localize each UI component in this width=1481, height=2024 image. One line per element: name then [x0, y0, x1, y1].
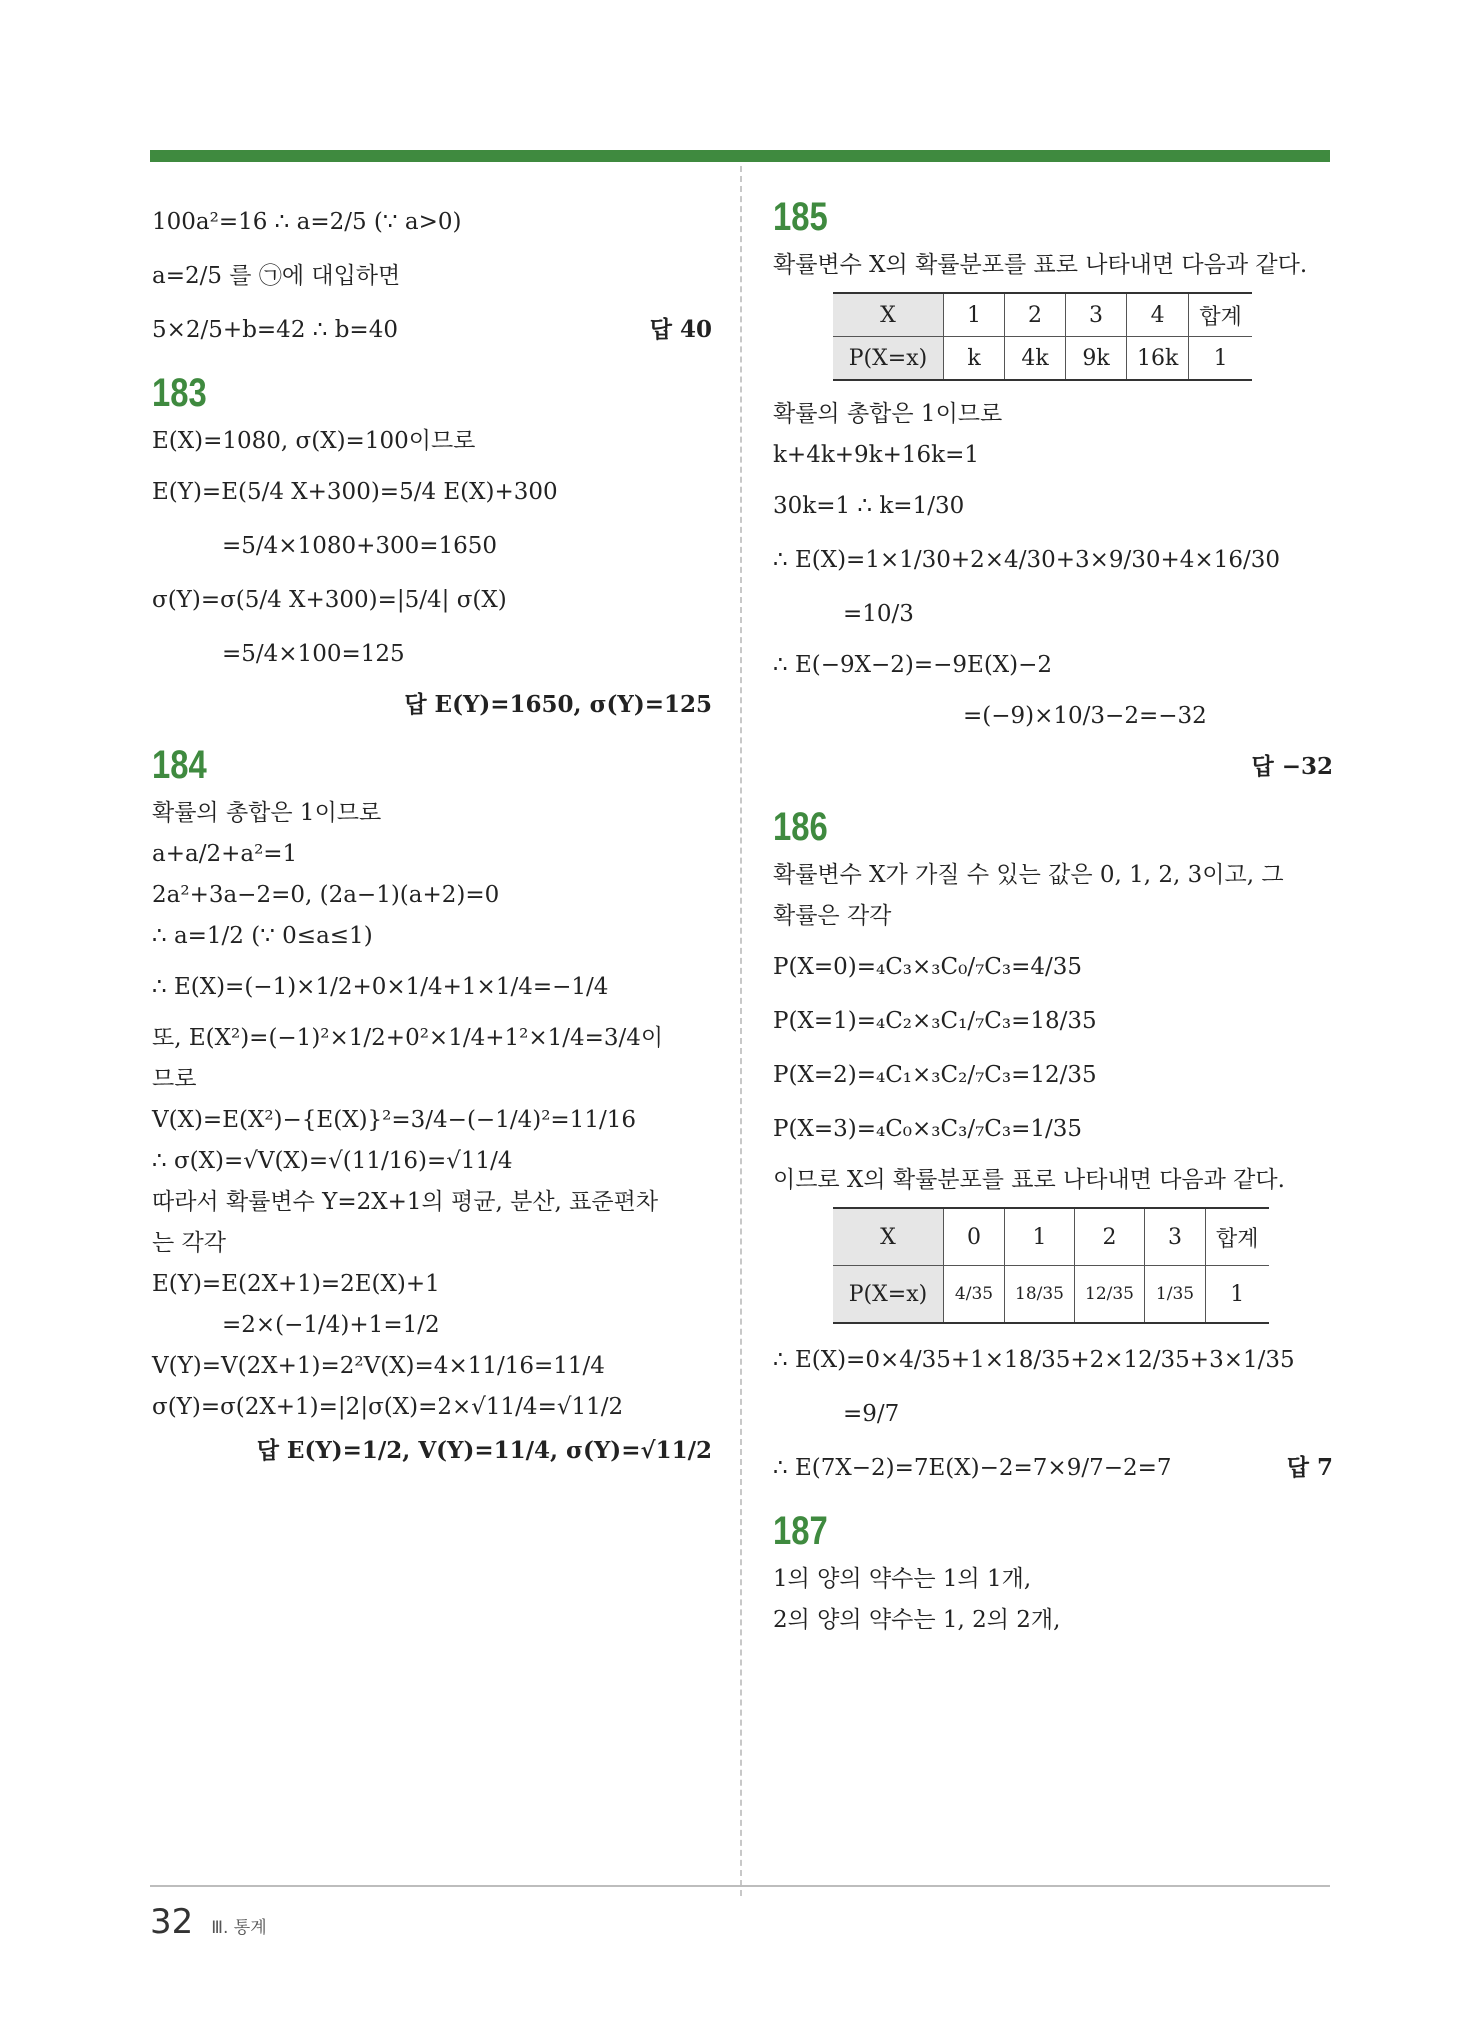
distribution-table — [833, 292, 1252, 381]
solution-line: 1의 양의 약수는 1의 1개, — [773, 1566, 1032, 1592]
solution-line: 므로 — [152, 1066, 197, 1092]
solution-line: 는 각각 — [152, 1230, 226, 1256]
solution-line-with-answer — [152, 308, 712, 352]
header-green-bar — [150, 150, 1330, 162]
left-column — [152, 190, 712, 1476]
problem-number: 185 — [773, 195, 828, 239]
solution-line: 30k=1 ∴ k=1/30 — [773, 493, 965, 519]
solution-line: 이므로 X의 확률분포를 표로 나타내면 다음과 같다. — [773, 1167, 1285, 1193]
solution-line: E(X)=1080, σ(X)=100이므로 — [152, 428, 476, 454]
solution-line: 따라서 확률변수 Y=2X+1의 평균, 분산, 표준편차 — [152, 1189, 659, 1215]
solution-line: ∴ E(X)=0×4/35+1×18/35+2×12/35+3×1/35 — [773, 1347, 1295, 1373]
solution-line: 확률변수 X가 가질 수 있는 값은 0, 1, 2, 3이고, 그 — [773, 862, 1284, 888]
table-cell: 1 — [944, 293, 1005, 337]
solution-line: ∴ E(X)=(−1)×1/2+0×1/4+1×1/4=−1/4 — [152, 974, 609, 1000]
table-cell: 1 — [1206, 1266, 1269, 1324]
solution-line: V(Y)=V(2X+1)=2²V(X)=4×11/16=11/4 — [152, 1353, 605, 1379]
problem-number: 187 — [773, 1509, 828, 1553]
solution-line: V(X)=E(X²)−{E(X)}²=3/4−(−1/4)²=11/16 — [152, 1107, 636, 1133]
table-cell: 12/35 — [1075, 1266, 1145, 1324]
problem-number: 186 — [773, 805, 828, 849]
solution-line: σ(Y)=σ(5/4 X+300)=|5/4| σ(X) — [152, 587, 507, 613]
table-cell: 4k — [1005, 337, 1066, 381]
right-column — [773, 190, 1333, 1642]
table-cell: 2 — [1005, 293, 1066, 337]
problem-number: 183 — [152, 371, 207, 415]
solution-line: P(X=1)=₄C₂×₃C₁/₇C₃=18/35 — [773, 1008, 1097, 1034]
table-cell: 16k — [1127, 337, 1189, 381]
solution-line-with-answer — [773, 1446, 1333, 1490]
table-cell: 2 — [1075, 1208, 1145, 1266]
solution-line: P(X=2)=₄C₁×₃C₂/₇C₃=12/35 — [773, 1062, 1097, 1088]
answer: 답 40 — [649, 316, 712, 343]
solution-line: a+a/2+a²=1 — [152, 841, 298, 867]
table-header-cell: P(X=x) — [833, 337, 944, 381]
table-row — [833, 293, 1252, 337]
answer: 답 7 — [1286, 1454, 1333, 1481]
solution-line: 확률의 총합은 1이므로 — [773, 401, 1003, 427]
solution-line: =10/3 — [843, 601, 914, 627]
solution-line: ∴ E(7X−2)=7E(X)−2=7×9/7−2=7 — [773, 1455, 1172, 1481]
solution-line: =5/4×1080+300=1650 — [222, 533, 498, 559]
problem-number: 184 — [152, 743, 207, 787]
table-row — [833, 1208, 1269, 1266]
table-row — [833, 1266, 1269, 1324]
table-header-cell: P(X=x) — [833, 1266, 944, 1324]
chapter-title: Ⅲ. 통계 — [211, 1918, 267, 1938]
solution-line: ∴ E(X)=1×1/30+2×4/30+3×9/30+4×16/30 — [773, 547, 1280, 573]
solution-line: P(X=3)=₄C₀×₃C₃/₇C₃=1/35 — [773, 1116, 1083, 1142]
table-cell: 합계 — [1189, 293, 1252, 337]
distribution-table — [833, 1207, 1269, 1324]
table-cell: 1/35 — [1145, 1266, 1206, 1324]
solution-line: ∴ a=1/2 (∵ 0≤a≤1) — [152, 923, 373, 949]
solution-line: P(X=0)=₄C₃×₃C₀/₇C₃=4/35 — [773, 954, 1083, 980]
solution-line: 2a²+3a−2=0, (2a−1)(a+2)=0 — [152, 882, 500, 908]
solution-line: k+4k+9k+16k=1 — [773, 442, 980, 468]
page-number: 32 — [150, 1902, 194, 1942]
answer: 답 E(Y)=1/2, V(Y)=11/4, σ(Y)=√11/2 — [256, 1437, 712, 1464]
solution-line: 확률변수 X의 확률분포를 표로 나타내면 다음과 같다. — [773, 252, 1308, 278]
solution-line: =(−9)×10/3−2=−32 — [963, 703, 1207, 729]
table-cell: 0 — [944, 1208, 1005, 1266]
solution-line: 또, E(X²)=(−1)²×1/2+0²×1/4+1²×1/4=3/4이 — [152, 1025, 664, 1051]
table-header-cell: X — [833, 1208, 944, 1266]
solution-line: =9/7 — [843, 1401, 900, 1427]
solution-line: σ(Y)=σ(2X+1)=|2|σ(X)=2×√11/4=√11/2 — [152, 1394, 624, 1420]
answer: 답 −32 — [1251, 753, 1333, 780]
solution-line: E(Y)=E(5/4 X+300)=5/4 E(X)+300 — [152, 479, 558, 505]
solution-line: ∴ E(−9X−2)=−9E(X)−2 — [773, 652, 1053, 678]
column-divider — [740, 166, 742, 1896]
table-cell: 18/35 — [1005, 1266, 1075, 1324]
solution-line: =2×(−1/4)+1=1/2 — [222, 1312, 440, 1338]
table-cell: 3 — [1145, 1208, 1206, 1266]
solution-line: 5×2/5+b=42 ∴ b=40 — [152, 317, 398, 343]
table-cell: 1 — [1005, 1208, 1075, 1266]
solution-line: 확률의 총합은 1이므로 — [152, 800, 382, 826]
footer — [150, 1902, 267, 1942]
solution-line: a=2/5 를 ㉠에 대입하면 — [152, 263, 401, 289]
solution-line: 2의 양의 약수는 1, 2의 2개, — [773, 1607, 1061, 1633]
solution-line: 확률은 각각 — [773, 903, 892, 929]
solution-line: 100a²=16 ∴ a=2/5 (∵ a>0) — [152, 209, 462, 235]
table-cell: k — [944, 337, 1005, 381]
answer: 답 E(Y)=1650, σ(Y)=125 — [404, 691, 712, 718]
table-cell: 9k — [1066, 337, 1127, 381]
table-cell: 합계 — [1206, 1208, 1269, 1266]
table-cell: 1 — [1189, 337, 1252, 381]
solution-line: =5/4×100=125 — [222, 641, 405, 667]
table-cell: 4/35 — [944, 1266, 1005, 1324]
footer-rule — [150, 1885, 1330, 1887]
table-header-cell: X — [833, 293, 944, 337]
solution-line: ∴ σ(X)=√V(X)=√(11/16)=√11/4 — [152, 1148, 513, 1174]
solution-line: E(Y)=E(2X+1)=2E(X)+1 — [152, 1271, 440, 1297]
table-row — [833, 337, 1252, 381]
table-cell: 3 — [1066, 293, 1127, 337]
table-cell: 4 — [1127, 293, 1189, 337]
